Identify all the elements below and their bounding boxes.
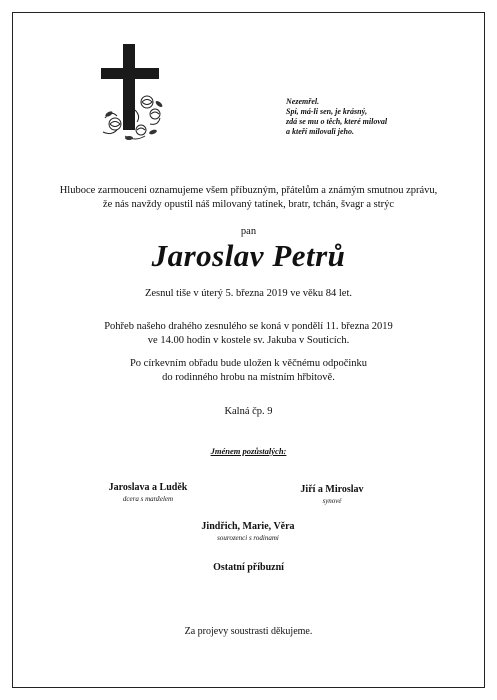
mourner-group (168, 521, 328, 542)
poem-line: zdá se mu o těch, které miloval (286, 117, 388, 126)
announcement-intro (20, 184, 477, 212)
funeral-line: ve 14.00 hodin v kostele sv. Jakuba v Souticích. (147, 335, 350, 346)
mourner-relation: synové (322, 497, 342, 505)
death-notice: Zesnul tiše v úterý 5. března 2019 ve věku 84 let. (144, 288, 353, 299)
funeral-details (20, 320, 477, 348)
cross-with-roses-icon (95, 40, 170, 145)
memorial-poem (286, 97, 476, 137)
mourner-name: Jindřich, Marie, Věra (201, 521, 295, 532)
address: Kalná čp. 9 (224, 406, 273, 417)
mourner-relation: dcera s manželem (122, 495, 174, 503)
mourner-name: Jiří a Miroslav (300, 484, 364, 495)
mourner-name: Jaroslava a Luděk (108, 482, 188, 493)
poem-line: Nezemřel. (286, 97, 320, 106)
mourner-group (272, 484, 392, 505)
burial-line: Po církevním obřadu bude uložen k věčnému odpočinku (129, 358, 368, 369)
intro-line: Hluboce zarmouceni oznamujeme všem příbuzným, přátelům a známým smutnou zprávu, (59, 185, 438, 196)
mourner-relation: sourozenci s rodinami (217, 534, 279, 542)
burial-line: do rodinného hrobu na místním hřbitově. (162, 372, 335, 383)
other-relatives: Ostatní příbuzní (213, 562, 284, 573)
poem-line: a kteří milovali jeho. (286, 127, 354, 136)
burial-details (20, 357, 477, 385)
mourner-group (88, 482, 208, 503)
intro-line: že nás navždy opustil náš milovaný tatínek, bratr, tchán, švagr a strýc (102, 199, 395, 210)
deceased-name: Jaroslav Petrů (151, 238, 346, 273)
thanks-line: Za projevy soustrasti děkujeme. (184, 626, 313, 637)
mourners-heading: Jménem pozůstalých: (210, 446, 287, 456)
salutation: pan (240, 226, 257, 237)
funeral-line: Pohřeb našeho drahého zesnulého se koná v pondělí 11. března 2019 (104, 321, 393, 332)
poem-line: Spí, má-li sen, je krásný, (286, 107, 368, 116)
